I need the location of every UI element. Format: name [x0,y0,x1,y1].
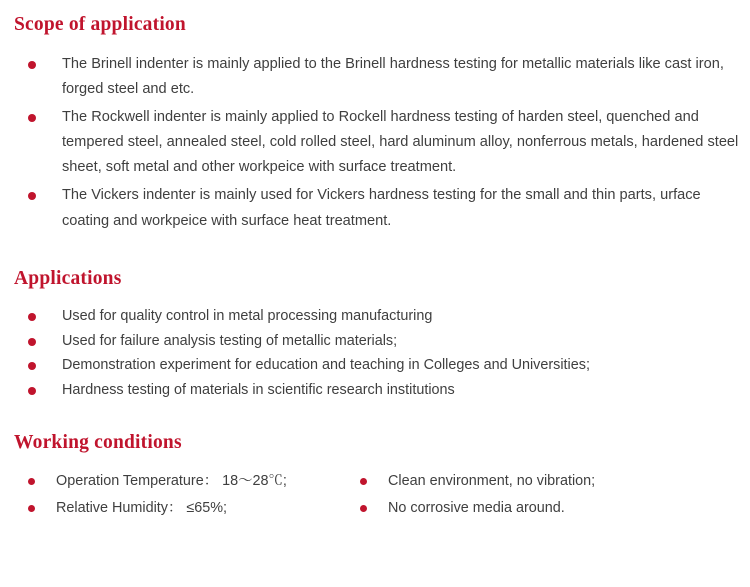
list-item: The Brinell indenter is mainly applied to the Brinell hardness testing for metallic materials like cast iron, forged steel and etc. [14,52,740,102]
list-item: Clean environment, no vibration; [354,470,684,493]
list-item: No corrosive media around. [354,497,684,520]
working-conditions-section [14,432,740,523]
list-item: Hardness testing of materials in scientific research institutions [14,380,740,402]
working-conditions-right-column [354,470,684,523]
list-item: Demonstration experiment for education and teaching in Colleges and Universities; [14,355,740,377]
working-conditions-section-title: Working conditions [14,432,182,454]
list-item: The Vickers indenter is mainly used for Vickers hardness testing for the small and thin parts, urface coating and workpeice with surface heat treatment. [14,183,740,233]
working-conditions-columns [14,470,740,523]
applications-bullet-list [14,306,740,403]
working-conditions-left-column [14,470,354,523]
scope-bullet-list [14,52,740,234]
list-item: Used for failure analysis testing of metallic materials; [14,331,740,353]
scope-section-title: Scope of application [14,14,186,35]
list-item: Used for quality control in metal processing manufacturing [14,306,740,328]
applications-section [14,268,740,403]
list-item: Relative Humidity： ≤65%; [14,497,354,520]
scope-section [14,14,740,234]
applications-section-title: Applications [14,267,122,289]
list-item: Operation Temperature： 18～28℃; [14,470,354,493]
list-item: The Rockwell indenter is mainly applied to Rockell hardness testing of harden steel, quenched and tempered steel, annealed steel, cold rolled steel, hard aluminum alloy, nonferrous metals, hardened steel sheet, soft metal and other workpeice with surface treatment. [14,105,740,180]
